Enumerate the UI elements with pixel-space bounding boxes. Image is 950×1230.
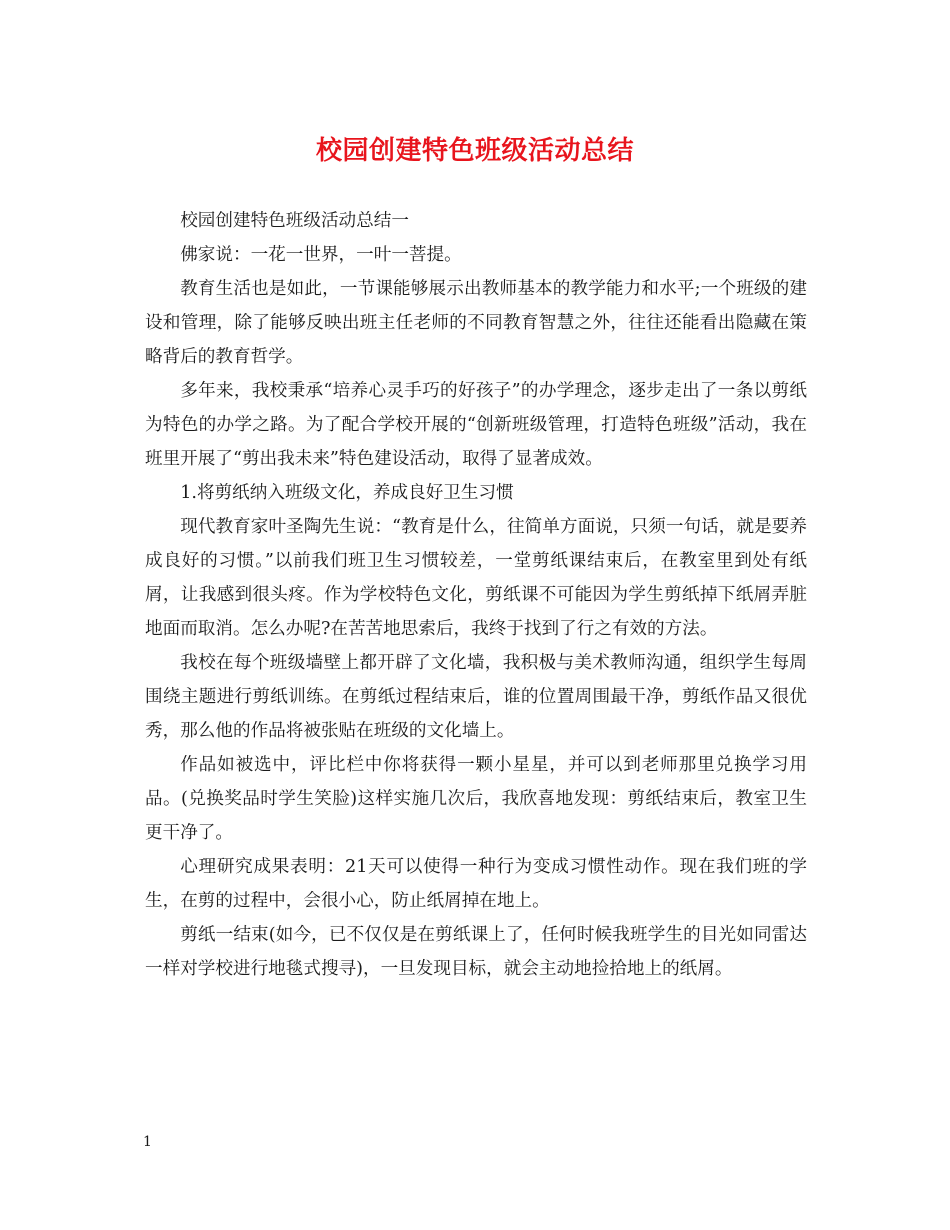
document-body — [145, 204, 807, 986]
section-heading: 1.将剪纸纳入班级文化，养成良好卫生习惯 — [180, 483, 514, 503]
paragraph: 心理研究成果表明：21天可以使得一种行为变成习惯性动作。现在我们班的学生，在剪的过程中，会很小心，防止纸屑掉在地上。 — [145, 857, 807, 911]
paragraph: 现代教育家叶圣陶先生说：“教育是什么，往简单方面说，只须一句话，就是要养成良好的习惯。”以前我们班卫生习惯较差，一堂剪纸课结束后，在教室里到处有纸屑，让我感到很头疼。作为学校特色文化，剪纸课不可能因为学生剪纸掉下纸屑弄脏地面而取消。怎么办呢?在苦苦地思索后，我终于找到了行之有效的方法。 — [145, 517, 807, 639]
document-title: 校园创建特色班级活动总结 — [315, 136, 634, 166]
paragraph: 剪纸一结束(如今，已不仅仅是在剪纸课上了，任何时候我班学生的目光如同雷达一样对学校进行地毯式搜寻)，一旦发现目标，就会主动地捡拾地上的纸屑。 — [145, 925, 807, 979]
page-number: 1 — [143, 1134, 152, 1150]
paragraph: 校园创建特色班级活动总结一 — [180, 211, 409, 231]
paragraph: 作品如被选中，评比栏中你将获得一颗小星星，并可以到老师那里兑换学习用品。(兑换奖品时学生笑脸)这样实施几次后，我欣喜地发现：剪纸结束后，教室卫生更干净了。 — [145, 755, 807, 843]
paragraph: 教育生活也是如此，一节课能够展示出教师基本的教学能力和水平;一个班级的建设和管理，除了能够反映出班主任老师的不同教育智慧之外，往往还能看出隐藏在策略背后的教育哲学。 — [145, 279, 807, 367]
paragraph: 佛家说：一花一世界，一叶一菩提。 — [180, 245, 462, 265]
paragraph: 我校在每个班级墙壁上都开辟了文化墙，我积极与美术教师沟通，组织学生每周围绕主题进行剪纸训练。在剪纸过程结束后，谁的位置周围最干净，剪纸作品又很优秀，那么他的作品将被张贴在班级的文化墙上。 — [145, 653, 807, 741]
paragraph: 多年来，我校秉承“培养心灵手巧的好孩子”的办学理念，逐步走出了一条以剪纸为特色的办学之路。为了配合学校开展的“创新班级管理，打造特色班级”活动，我在班里开展了“剪出我未来”特色建设活动，取得了显著成效。 — [145, 381, 807, 469]
